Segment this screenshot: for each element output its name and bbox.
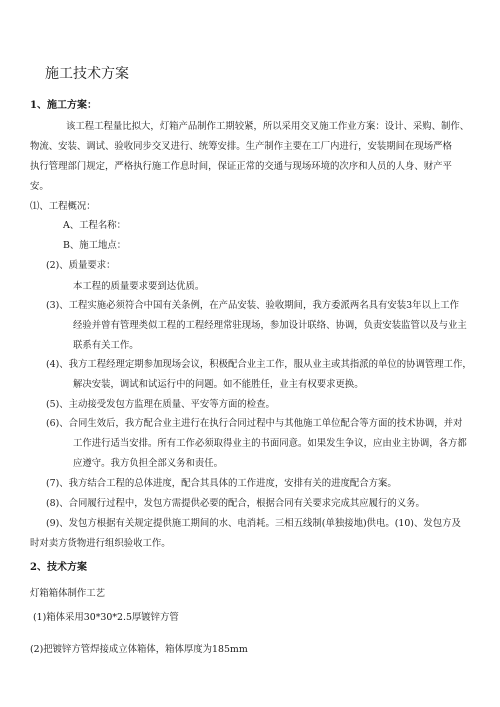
section2-heading: 2、技术方案 bbox=[30, 562, 87, 573]
item-3-line-3: 联系有关工作。 bbox=[73, 340, 139, 351]
step-2: (2)把镀锌方管焊接成立体箱体，箱体厚度为185mm bbox=[30, 644, 248, 655]
intro-line-1: 该工程工程量比拟大，灯箱产品制作工期较紧，所以采用交叉施工作业方案：设计、采购、制作、 bbox=[66, 121, 470, 132]
item-5: (5)、主动接受发包方监理在质量、平安等方面的检查。 bbox=[46, 399, 275, 410]
item-9-line-2: 时对卖方货物进行组织验收工作。 bbox=[30, 538, 171, 549]
section1-heading: 1、施工方案： bbox=[30, 100, 97, 111]
item-3-line-1: (3)、工程实施必须符合中国有关条例，在产品安装、验收期间，我方委派两名具有安装3年以上工作 bbox=[46, 300, 459, 311]
project-site-label: B、施工地点： bbox=[63, 240, 127, 251]
step-1: (1)箱体采用30*30*2.5厚镀锌方管 bbox=[33, 612, 179, 623]
item-6-line-3: 应遵守。我方负担全部义务和责任。 bbox=[73, 458, 224, 469]
intro-line-2: 物流、安装、调试、验收同步交叉进行、统筹安排。生产制作主要在工厂内进行，安装期间在现场严格 bbox=[30, 141, 452, 152]
item-6-line-1: (6)、合同生效后，我方配合业主进行在执行合同过程中与其他施工单位配合等方面的技术协调，并对 bbox=[46, 418, 463, 429]
item-6-line-2: 工作进行适当安排。所有工作必须取得业主的书面同意。如果发生争议，应由业主协调，各方都 bbox=[73, 438, 467, 449]
item-3-line-2: 经验并曾有管理类似工程的工程经理常驻现场，参加设计联络、协调，负责安装监管以及与业主 bbox=[73, 320, 467, 331]
intro-line-4: 安。 bbox=[30, 181, 49, 192]
item-8: (8)、合同履行过程中，发包方需提供必要的配合，根据合同有关要求完成其应履行的义务。 bbox=[46, 498, 425, 509]
item-4-line-2: 解决安装，调试和试运行中的问题。如不能胜任，业主有权要求更换。 bbox=[73, 379, 364, 390]
item-9-line-1: (9)、发包方根据有关规定提供施工期间的水、电消耗。三相五线制(单独接地)供电。(10)、发包方及 bbox=[46, 518, 461, 529]
document-title: 施工技术方案 bbox=[45, 66, 129, 82]
overview-heading: ⑴、工程概况： bbox=[30, 201, 96, 212]
item-7: (7)、我方结合工程的总体进度，配合其具体的工作进度，安排有关的进度配合方案。 bbox=[46, 478, 397, 489]
project-name-label: A、工程名称： bbox=[63, 220, 127, 231]
section2-subheading: 灯箱箱体制作工艺 bbox=[30, 588, 106, 599]
intro-line-3: 执行管理部门规定，严格执行施工作息时间，保证正常的交通与现场环境的次序和人员的人身、财产平 bbox=[30, 161, 452, 172]
quality-text: 本工程的质量要求要到达优质。 bbox=[73, 281, 205, 292]
item-4-line-1: (4)、我方工程经理定期参加现场会议，积极配合业主工作，服从业主或其指派的单位的协调管理工作， bbox=[46, 359, 472, 370]
quality-heading: (2)、质量要求： bbox=[46, 260, 116, 271]
